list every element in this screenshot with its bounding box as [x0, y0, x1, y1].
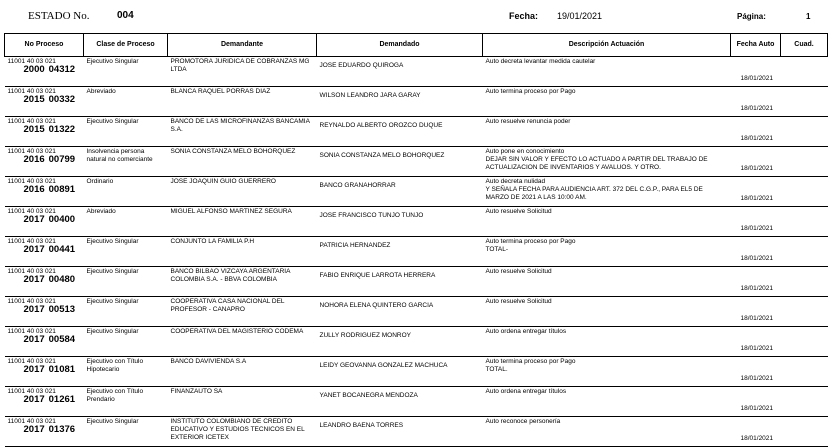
cell-descripcion [483, 387, 731, 417]
cell-demandado: BANCO GRANAHORRAR [317, 177, 483, 207]
cell-demandado: JOSE EDUARDO QUIROGA [317, 57, 483, 87]
cell-demandado: YANET BOCANEGRA MENDOZA [317, 387, 483, 417]
cell-no-proceso [5, 207, 84, 237]
col-descripcion: Descripción Actuación [483, 34, 731, 57]
cell-fecha-auto: 18/01/2021 [731, 297, 781, 327]
descripcion-line: TOTAL- [485, 246, 509, 253]
cell-no-proceso [5, 357, 84, 387]
cell-no-proceso [5, 177, 84, 207]
cell-demandante: JOSE JOAQUIN GUIO GUERRERO [168, 177, 317, 207]
proceso-year: 2017 [23, 244, 45, 255]
proceso-prefix: 11001 40 03 021 [7, 118, 56, 125]
proceso-prefix: 11001 40 03 021 [7, 238, 56, 245]
cell-demandante: PROMOTORA JURIDICA DE COBRANZAS MG LTDA [168, 57, 317, 87]
descripcion-line: Auto termina proceso por Pago [485, 88, 576, 95]
cell-cuad [781, 147, 828, 177]
cell-demandante: MIGUEL ALFONSO MARTINEZ SEGURA [168, 207, 317, 237]
cell-no-proceso [5, 117, 84, 147]
pagina-label: Página: [737, 12, 766, 21]
descripcion-line: Auto pone en conocimiento [485, 148, 565, 155]
fecha-label: Fecha: [509, 11, 539, 21]
cell-demandado: PATRICIA HERNANDEZ [317, 237, 483, 267]
table-row [5, 117, 828, 147]
proceso-prefix: 11001 40 03 021 [7, 148, 56, 155]
cell-demandante: INSTITUTO COLOMBIANO DE CREDITO EDUCATIVO Y ESTUDIOS TECNICOS EN EL EXTERIOR ICETEX [168, 417, 317, 447]
col-no-proceso: No Proceso [5, 34, 84, 57]
cell-descripcion [483, 297, 731, 327]
proceso-year: 2017 [23, 334, 45, 345]
cell-demandado: FABIO ENRIQUE LARROTA HERRERA [317, 267, 483, 297]
table-row [5, 327, 828, 357]
cell-cuad [781, 267, 828, 297]
cell-descripcion [483, 417, 731, 447]
cell-demandado: LEIDY GEOVANNA GONZALEZ MACHUCA [317, 357, 483, 387]
cell-descripcion [483, 147, 731, 177]
report-header [0, 0, 829, 30]
table-row [5, 57, 828, 87]
proceso-prefix: 11001 40 03 021 [7, 328, 56, 335]
cell-descripcion [483, 177, 731, 207]
cell-demandante: COOPERATIVA DEL MAGISTERIO CODEMA [168, 327, 317, 357]
cell-demandado: ZULLY RODRIGUEZ MONROY [317, 327, 483, 357]
proceso-prefix: 11001 40 03 021 [7, 358, 56, 365]
cell-clase: Ejecutivo Singular [84, 117, 168, 147]
cell-fecha-auto: 18/01/2021 [731, 267, 781, 297]
table-row [5, 417, 828, 447]
proceso-number: 01322 [48, 124, 76, 135]
descripcion-line: Auto ordena entregar títulos [485, 328, 567, 335]
cell-no-proceso [5, 327, 84, 357]
cell-fecha-auto: 18/01/2021 [731, 327, 781, 357]
proceso-year: 2017 [23, 394, 45, 405]
cell-cuad [781, 417, 828, 447]
cell-no-proceso [5, 267, 84, 297]
cell-clase: Ejecutivo Singular [84, 267, 168, 297]
proceso-year: 2017 [23, 304, 45, 315]
proceso-prefix: 11001 40 03 021 [7, 88, 56, 95]
descripcion-line: Auto termina proceso por Pago [485, 358, 576, 365]
cell-demandante: SONIA CONSTANZA MELO BOHORQUEZ [168, 147, 317, 177]
table-row [5, 147, 828, 177]
proceso-number: 00400 [48, 214, 76, 225]
cell-demandado: LEANDRO BAENA TORRES [317, 417, 483, 447]
pagina-value: 1 [806, 12, 811, 21]
table-row [5, 267, 828, 297]
descripcion-line: Auto resuelve Solicitud [485, 208, 552, 215]
cell-no-proceso [5, 147, 84, 177]
proceso-number: 04312 [48, 64, 76, 75]
cell-cuad [781, 357, 828, 387]
cell-clase: Abreviado [84, 207, 168, 237]
descripcion-line: Auto resuelve Solicitud [485, 298, 552, 305]
proceso-prefix: 11001 40 03 021 [7, 58, 56, 65]
proceso-prefix: 11001 40 03 021 [7, 298, 56, 305]
cell-demandante: BANCO DAVIVIENDA S.A [168, 357, 317, 387]
cell-no-proceso [5, 237, 84, 267]
cell-descripcion [483, 327, 731, 357]
proceso-number: 01081 [48, 364, 76, 375]
proceso-number: 00441 [48, 244, 76, 255]
cell-demandante: CONJUNTO LA FAMILIA P.H [168, 237, 317, 267]
cell-clase: Ejecutivo con Título Hipotecario [84, 357, 168, 387]
col-cuad: Cuad. [781, 34, 828, 57]
proceso-year: 2015 [23, 94, 45, 105]
proceso-number: 01261 [48, 394, 76, 405]
cell-clase: Ejecutivo con Título Prendario [84, 387, 168, 417]
proceso-year: 2016 [23, 154, 45, 165]
cell-cuad [781, 177, 828, 207]
cell-cuad [781, 327, 828, 357]
col-clase: Clase de Proceso [84, 34, 168, 57]
proceso-prefix: 11001 40 03 021 [7, 178, 56, 185]
cell-fecha-auto: 18/01/2021 [731, 117, 781, 147]
cell-demandado: NOHORA ELENA QUINTERO GARCIA [317, 297, 483, 327]
cell-cuad [781, 387, 828, 417]
cell-cuad [781, 207, 828, 237]
proceso-number: 00799 [48, 154, 76, 165]
cell-descripcion [483, 57, 731, 87]
proceso-prefix: 11001 40 03 021 [7, 388, 56, 395]
table-row [5, 297, 828, 327]
cell-descripcion [483, 207, 731, 237]
proceso-prefix: 11001 40 03 021 [7, 208, 56, 215]
cell-clase: Abreviado [84, 87, 168, 117]
proceso-number: 00480 [48, 274, 76, 285]
descripcion-line: Y SEÑALA FECHA PARA AUDIENCIA ART. 372 DEL C.G.P., PARA EL5 DE MARZO DE 2021 A LAS 10:00 AM. [485, 186, 703, 201]
proceso-year: 2017 [23, 214, 45, 225]
cell-fecha-auto: 18/01/2021 [731, 207, 781, 237]
proceso-prefix: 11001 40 03 021 [7, 268, 56, 275]
cell-demandado: SONIA CONSTANZA MELO BOHORQUEZ [317, 147, 483, 177]
proceso-prefix: 11001 40 03 021 [7, 418, 56, 425]
descripcion-line: TOTAL. [485, 366, 508, 373]
fecha-value: 19/01/2021 [557, 11, 603, 21]
cell-demandante: FINANZAUTO SA [168, 387, 317, 417]
table-row [5, 177, 828, 207]
cell-descripcion [483, 357, 731, 387]
proceso-number: 00891 [48, 184, 76, 195]
cell-descripcion [483, 117, 731, 147]
proceso-year: 2017 [23, 364, 45, 375]
cell-descripcion [483, 87, 731, 117]
table-row [5, 207, 828, 237]
estado-label: ESTADO No. [28, 10, 90, 22]
cell-no-proceso [5, 297, 84, 327]
proceso-number: 00513 [48, 304, 76, 315]
cell-cuad [781, 87, 828, 117]
cell-no-proceso [5, 417, 84, 447]
descripcion-line: Auto resuelve Solicitud [485, 268, 552, 275]
col-demandado: Demandado [317, 34, 483, 57]
table-header-row [5, 34, 828, 57]
proceso-year: 2017 [23, 274, 45, 285]
descripcion-line: DEJAR SIN VALOR Y EFECTO LO ACTUADO A PARTIR DEL TRABAJO DE ACTUALIZACION DE INVENTARIOS Y AVALUOS. Y OTRO. [485, 156, 708, 171]
cell-clase: Ejecutivo Singular [84, 327, 168, 357]
col-fecha-auto: Fecha Auto [731, 34, 781, 57]
proceso-year: 2017 [23, 424, 45, 435]
table-row [5, 387, 828, 417]
cell-fecha-auto: 18/01/2021 [731, 387, 781, 417]
cell-clase: Ordinario [84, 177, 168, 207]
table-row [5, 237, 828, 267]
descripcion-line: Auto resuelve renuncia poder [485, 118, 571, 125]
proceso-year: 2000 [23, 64, 45, 75]
cell-no-proceso [5, 57, 84, 87]
estado-number: 004 [117, 10, 134, 21]
cell-cuad [781, 297, 828, 327]
cell-fecha-auto: 18/01/2021 [731, 177, 781, 207]
proceso-year: 2015 [23, 124, 45, 135]
cell-fecha-auto: 18/01/2021 [731, 417, 781, 447]
table-row [5, 357, 828, 387]
descripcion-line: Auto reconoce personería [485, 418, 561, 425]
cell-clase: Ejecutivo Singular [84, 237, 168, 267]
actuaciones-table [4, 33, 828, 447]
cell-demandante: BLANCA RAQUEL PORRAS DIAZ [168, 87, 317, 117]
cell-demandado: REYNALDO ALBERTO OROZCO DUQUE [317, 117, 483, 147]
cell-no-proceso [5, 387, 84, 417]
proceso-number: 00584 [48, 334, 76, 345]
cell-fecha-auto: 18/01/2021 [731, 237, 781, 267]
proceso-year: 2016 [23, 184, 45, 195]
cell-descripcion [483, 267, 731, 297]
cell-demandante: COOPERATIVA CASA NACIONAL DEL PROFESOR - CANAPRO [168, 297, 317, 327]
cell-demandado: WILSON LEANDRO JARA GARAY [317, 87, 483, 117]
cell-fecha-auto: 18/01/2021 [731, 147, 781, 177]
cell-descripcion [483, 237, 731, 267]
cell-cuad [781, 237, 828, 267]
cell-clase: Ejecutivo Singular [84, 57, 168, 87]
cell-fecha-auto: 18/01/2021 [731, 357, 781, 387]
descripcion-line: Auto ordena entregar títulos [485, 388, 567, 395]
cell-cuad [781, 117, 828, 147]
cell-fecha-auto: 18/01/2021 [731, 87, 781, 117]
cell-cuad [781, 57, 828, 87]
cell-clase: Ejecutivo Singular [84, 417, 168, 447]
cell-no-proceso [5, 87, 84, 117]
proceso-number: 01376 [48, 424, 76, 435]
col-demandante: Demandante [168, 34, 317, 57]
proceso-number: 00332 [48, 94, 76, 105]
cell-demandante: BANCO DE LAS MICROFINANZAS BANCAMIA S.A. [168, 117, 317, 147]
table-row [5, 87, 828, 117]
cell-clase: Insolvencia persona natural no comerciante [84, 147, 168, 177]
descripcion-line: Auto decreta nulidad [485, 178, 546, 185]
descripcion-line: Auto termina proceso por Pago [485, 238, 576, 245]
cell-demandado: JOSE FRANCISCO TUNJO TUNJO [317, 207, 483, 237]
descripcion-line: Auto decreta levantar medida cautelar [485, 58, 596, 65]
cell-clase: Ejecutivo Singular [84, 297, 168, 327]
cell-fecha-auto: 18/01/2021 [731, 57, 781, 87]
cell-demandante: BANCO BILBAO VIZCAYA ARGENTARIA COLOMBIA S.A. - BBVA COLOMBIA [168, 267, 317, 297]
